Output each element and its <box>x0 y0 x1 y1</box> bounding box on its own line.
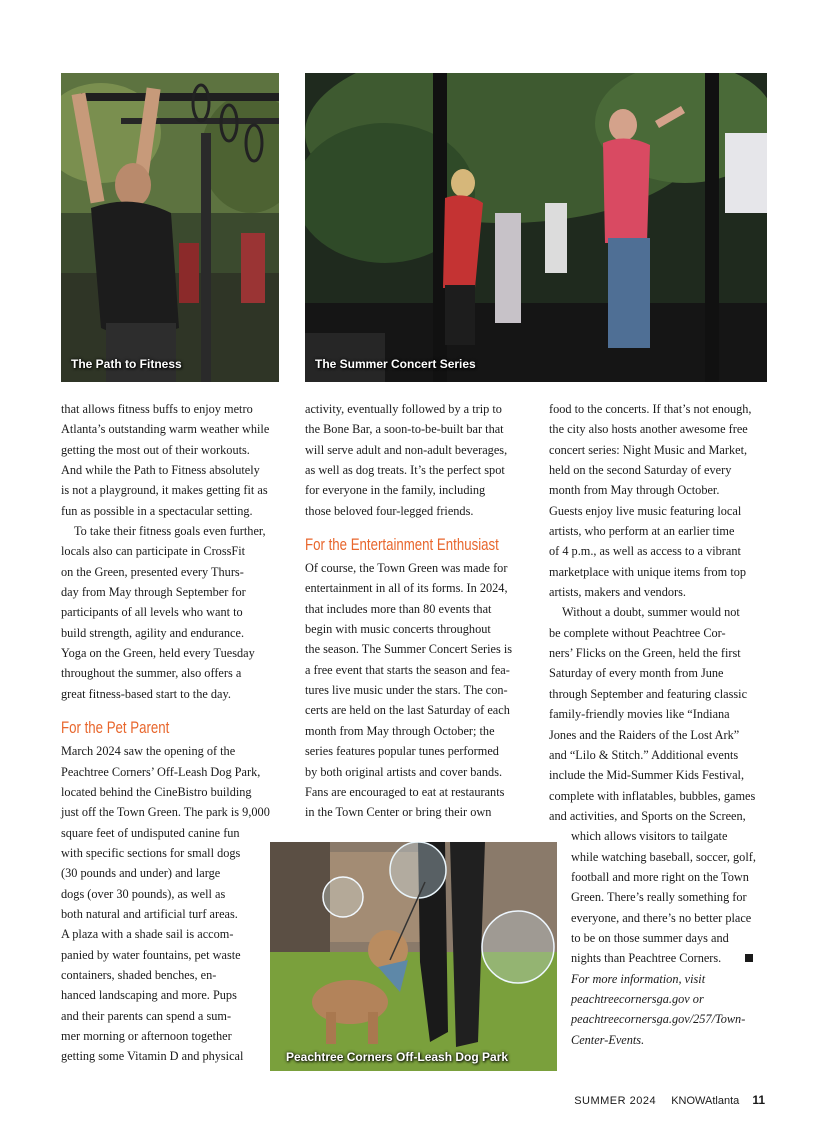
text-line: a free event that starts the season and fea- <box>305 662 510 677</box>
link-text[interactable]: peachtreecornersga.gov/257/Town- <box>571 1012 746 1027</box>
text-line: day from May through September for <box>61 585 246 600</box>
text-line: hanced landscaping and more. Pups <box>61 988 237 1003</box>
text-line: dogs (over 30 pounds), as well as <box>61 886 226 901</box>
photo-dog-park <box>270 842 557 1071</box>
end-of-article-mark <box>745 954 753 962</box>
photo-summer-concert-series <box>305 73 767 382</box>
text-line: the city also hosts another awesome free <box>549 422 748 437</box>
text-line: square feet of undisputed canine fun <box>61 825 240 840</box>
col2-paragraph-1 <box>305 399 530 521</box>
col3-paragraph-2 <box>549 602 774 826</box>
text-line: which allows visitors to tailgate <box>571 829 728 844</box>
text-line: certs are held on the last Saturday of each <box>305 703 510 718</box>
text-line: for everyone in the family, including <box>305 483 486 498</box>
fitness-photo-caption: The Path to Fitness <box>71 357 182 371</box>
link-text[interactable]: Center-Events. <box>571 1032 645 1047</box>
text-line: Jones and the Raiders of the Lost Ark” <box>549 727 740 742</box>
text-line: tures live music under the stars. The con- <box>305 683 508 698</box>
text-line: while watching baseball, soccer, golf, <box>571 849 756 864</box>
text-line: getting some Vitamin D and physical <box>61 1049 244 1064</box>
photo-path-to-fitness <box>61 73 279 382</box>
text-line: March 2024 saw the opening of the <box>61 744 236 759</box>
text-line: To take their fitness goals even further, <box>74 524 266 539</box>
text-line: artists, makers and vendors. <box>549 585 686 600</box>
text-line: throughout the summer, also offers a <box>61 666 242 681</box>
col1-paragraph-2 <box>61 521 281 704</box>
text-line: located behind the CineBistro building <box>61 784 252 799</box>
text-line: concert series: Night Music and Market, <box>549 442 748 457</box>
text-line: held on the second Saturday of every <box>549 463 732 478</box>
heading-pet-parent: For the Pet Parent <box>61 718 170 738</box>
text-line: be complete without Peachtree Cor- <box>549 625 726 640</box>
concert-photo-caption: The Summer Concert Series <box>315 357 476 371</box>
text-line: Saturday of every month from June <box>549 666 724 681</box>
text-line: Peachtree Corners’ Off-Leash Dog Park, <box>61 764 261 779</box>
text-line: through September and featuring classic <box>549 686 748 701</box>
text-line: series features popular tunes performed <box>305 744 499 759</box>
text-line: with specific sections for small dogs <box>61 845 241 860</box>
text-line: football and more right on the Town <box>571 869 749 884</box>
text-line-with-endmark <box>571 948 774 968</box>
col1-paragraph-1 <box>61 399 281 521</box>
text-line: Green. There’s really something for <box>571 890 747 905</box>
text-line: that includes more than 80 events that <box>305 601 492 616</box>
text-line: those beloved four-legged friends. <box>305 503 474 518</box>
text-line: just off the Town Green. The park is 9,000 <box>61 805 270 820</box>
text-line: artists, who perform at an earlier time <box>549 524 735 539</box>
col1-paragraph-3 <box>61 741 281 1067</box>
text-line: Of course, the Town Green was made for <box>305 561 508 576</box>
text-line: begin with music concerts throughout <box>305 622 491 637</box>
text-line: month from May through October. <box>549 483 720 498</box>
text-line: as well as dog treats. It’s the perfect spot <box>305 463 505 478</box>
text-line: by both original artists and cover bands. <box>305 764 503 779</box>
page-number: 11 <box>752 1093 765 1107</box>
dog-park-photo-image <box>270 842 557 1071</box>
text-line: build strength, agility and endurance. <box>61 625 245 640</box>
text-line: complete with inflatables, bubbles, games <box>549 788 756 803</box>
magazine-name: KNOWAtlanta <box>671 1095 740 1107</box>
dog-park-photo-caption: Peachtree Corners Off-Leash Dog Park <box>286 1050 509 1064</box>
text-line: ners’ Flicks on the Green, held the first <box>549 646 741 661</box>
heading-entertainment-enthusiast: For the Entertainment Enthusiast <box>305 535 499 555</box>
text-line: And while the Path to Fitness absolutely <box>61 463 260 478</box>
text-line: locals also can participate in CrossFit <box>61 544 246 559</box>
text-line: fun as possible in a spectacular setting. <box>61 503 253 518</box>
text-line: Atlanta’s outstanding warm weather while <box>61 422 270 437</box>
text-line: food to the concerts. If that’s not enough, <box>549 402 752 416</box>
concert-photo-image <box>305 73 767 382</box>
text-line: Fans are encouraged to eat at restaurants <box>305 784 505 799</box>
text-line: family-friendly movies like “Indiana <box>549 707 730 722</box>
text-line: is not a playground, it makes getting fit as <box>61 483 268 498</box>
issue-label: SUMMER 2024 <box>574 1095 657 1107</box>
link-text[interactable]: peachtreecornersga.gov or <box>571 991 704 1006</box>
text-line: Without a doubt, summer would not <box>562 605 740 620</box>
col2-paragraph-2 <box>305 558 530 822</box>
column-1 <box>61 399 281 1067</box>
text-line: of 4 p.m., as well as access to a vibrant <box>549 544 741 559</box>
text-line: participants of all levels who want to <box>61 605 243 620</box>
text-line: A plaza with a shade sail is accom- <box>61 927 234 942</box>
text-line: great fitness-based start to the day. <box>61 686 231 701</box>
text-line: in the Town Center or bring their own <box>305 805 492 820</box>
text-line: Guests enjoy live music featuring local <box>549 503 742 518</box>
text-line: containers, shaded benches, en- <box>61 967 217 982</box>
text-line: getting the most out of their workouts. <box>61 442 250 457</box>
text-line: the season. The Summer Concert Series is <box>305 642 513 657</box>
col3-paragraph-2-continued <box>549 826 774 968</box>
text-line: marketplace with unique items from top <box>549 564 747 579</box>
text-line: include the Mid-Summer Kids Festival, <box>549 768 745 783</box>
text-line: will serve adult and non-adult beverages, <box>305 442 508 457</box>
text-line: and activities, and Sports on the Screen, <box>549 808 746 823</box>
text-line: month from May through October; the <box>305 723 495 738</box>
text-line: For more information, visit <box>571 971 706 986</box>
text-line: mer morning or afternoon together <box>61 1028 232 1043</box>
column-2 <box>305 399 530 823</box>
col3-paragraph-1 <box>549 399 774 602</box>
text-line: that allows fitness buffs to enjoy metro <box>61 402 253 416</box>
text-line: (30 pounds and under) and large <box>61 866 221 881</box>
text-line: the Bone Bar, a soon-to-be-built bar that <box>305 422 504 437</box>
text-line: activity, eventually followed by a trip to <box>305 402 502 416</box>
text-line: panied by water fountains, pet waste <box>61 947 241 962</box>
more-information <box>549 969 774 1050</box>
text-line: and “Lilo & Stitch.” Additional events <box>549 747 739 762</box>
text-line: entertainment in all of its forms. In 2024, <box>305 581 508 596</box>
fitness-photo-image <box>61 73 279 382</box>
text-line: and their parents can spend a sum- <box>61 1008 232 1023</box>
text-line: to be on those summer days and <box>571 930 729 945</box>
column-3 <box>549 399 774 1050</box>
text-line: both natural and artificial turf areas. <box>61 906 238 921</box>
text-line: everyone, and there’s no better place <box>571 910 752 925</box>
text-line: Yoga on the Green, held every Tuesday <box>61 646 255 661</box>
text-line: on the Green, presented every Thurs- <box>61 564 244 579</box>
page-footer <box>574 1093 765 1107</box>
text-line: nights than Peachtree Corners. <box>571 951 722 966</box>
